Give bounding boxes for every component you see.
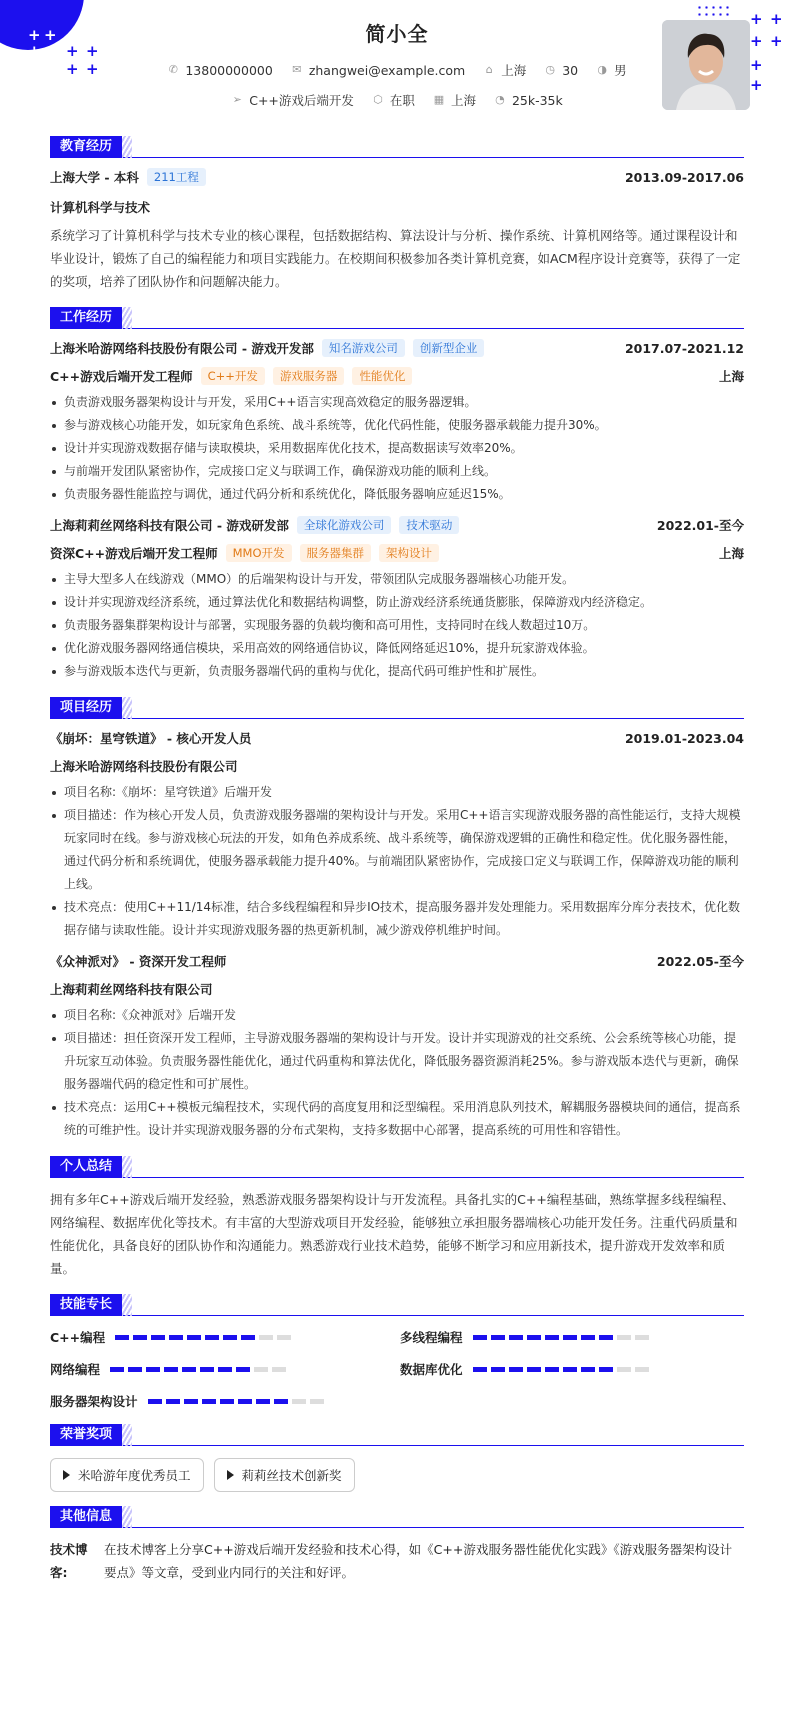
plus-icon: + <box>28 26 41 44</box>
plus-icon: + <box>28 42 41 60</box>
skill-name: C++编程 <box>50 1330 106 1345</box>
skill-name: 多线程编程 <box>400 1330 463 1345</box>
job-target-text: C++游戏后端开发 <box>249 93 354 108</box>
work-item <box>50 339 744 506</box>
email-text: zhangwei@example.com <box>308 62 466 78</box>
work-bullets <box>50 391 744 506</box>
work-section <box>50 307 744 683</box>
status-info <box>372 91 415 109</box>
target-city-text: 上海 <box>450 93 476 108</box>
honor-badge <box>214 1458 355 1492</box>
project-bullets <box>50 781 744 942</box>
position-tag: 游戏服务器 <box>273 367 345 385</box>
bullet-item: 设计并实现游戏经济系统，通过算法优化和数据结构调整，防止游戏经济系统通货膨胀，保障游戏内经济稳定。 <box>50 591 744 614</box>
skill-level-bar <box>115 1335 291 1340</box>
bullet-item: 与前端开发团队紧密协作，完成接口定义与联调工作，确保游戏功能的顺利上线。 <box>50 460 744 483</box>
projects-section <box>50 697 744 1142</box>
plus-icon: + <box>750 76 763 94</box>
plus-icon: + <box>750 56 763 74</box>
salary-icon: ◔ <box>495 93 505 106</box>
salary-info <box>494 91 563 109</box>
company-tag: 全球化游戏公司 <box>297 516 392 534</box>
bullet-item: 项目描述：作为核心开发人员，负责游戏服务器端的架构设计与开发。采用C++语言实现游戏服务器的高性能运行，支持大规模玩家同时在线。参与游戏核心玩法的开发，如角色养成系统、战斗系统等，确保游戏逻辑的正确性和稳定性。优化服务器性能，通过代码分析和系统调优，使服务器承载能力提升40%。与前端团队紧密协作，完成接口定义与联调工作，保障游戏功能的顺利上线。 <box>50 804 744 896</box>
plus-icon: + <box>770 10 783 28</box>
school-name: 上海大学 - 本科 <box>50 170 139 185</box>
status-text: 在职 <box>389 93 415 108</box>
gender-text: 男 <box>614 63 627 78</box>
play-icon <box>63 1470 70 1480</box>
plus-icon: + <box>86 60 99 78</box>
section-header <box>50 1156 744 1178</box>
send-icon: ➢ <box>232 93 242 106</box>
other-text: 在技术博客上分享C++游戏后端开发经验和技术心得，如《C++游戏服务器性能优化实践》《游戏服务器架构设计要点》等文章，受到业内同行的关注和好评。 <box>104 1542 733 1580</box>
skill-item <box>50 1360 400 1378</box>
section-title: 技能专长 <box>50 1294 122 1316</box>
company-tag: 创新型企业 <box>413 339 485 357</box>
resume-header <box>50 0 744 122</box>
honor-label: 米哈游年度优秀员工 <box>78 1468 191 1483</box>
skill-item <box>400 1328 750 1346</box>
project-item <box>50 729 744 942</box>
bullet-item: 负责游戏服务器架构设计与开发，采用C++语言实现高效稳定的服务器逻辑。 <box>50 391 744 414</box>
salary-text: 25k-35k <box>511 92 563 108</box>
phone-icon: ✆ <box>168 63 178 76</box>
honor-label: 莉莉丝技术创新奖 <box>241 1468 342 1483</box>
bullet-item: 技术亮点：使用C++11/14标准，结合多线程编程和异步IO技术，提高服务器并发处理能力。采用数据库分库分表技术，优化数据存储与读取性能。设计并实现游戏服务器的热更新机制，减少游戏停机维护时间。 <box>50 896 744 942</box>
position-tag: 架构设计 <box>379 544 439 562</box>
target-city-info <box>433 91 476 109</box>
position-tag: MMO开发 <box>226 544 292 562</box>
project-name: 《崩坏：星穹铁道》 - 核心开发人员 <box>50 731 252 746</box>
work-item <box>50 516 744 683</box>
honors-list <box>50 1456 744 1492</box>
bullet-item: 设计并实现游戏数据存储与读取模块，采用数据库优化技术，提高数据读写效率20%。 <box>50 437 744 460</box>
skill-name: 服务器架构设计 <box>50 1394 138 1409</box>
company-tag: 知名游戏公司 <box>322 339 405 357</box>
section-title: 教育经历 <box>50 136 122 158</box>
project-company: 上海莉莉丝网络科技有限公司 <box>50 982 213 997</box>
plus-icon: + <box>770 32 783 50</box>
section-header <box>50 1506 744 1528</box>
other-label: 技术博客: <box>50 1542 88 1580</box>
plus-icon: + <box>750 10 763 28</box>
school-tag: 211工程 <box>147 168 206 186</box>
bullet-item: 参与游戏核心功能开发，如玩家角色系统、战斗系统等，优化代码性能，使服务器承载能力提升30%。 <box>50 414 744 437</box>
position-tag: 服务器集群 <box>300 544 372 562</box>
location-icon: ⌂ <box>485 63 493 76</box>
plus-icon: + <box>66 60 79 78</box>
section-header <box>50 697 744 719</box>
honors-section <box>50 1424 744 1492</box>
skill-level-bar <box>110 1367 286 1372</box>
job-info-row <box>50 91 744 109</box>
skill-name: 数据库优化 <box>400 1362 463 1377</box>
plus-icon: + <box>44 42 57 60</box>
project-date: 2019.01-2023.04 <box>624 730 744 746</box>
basic-info-row <box>50 61 744 79</box>
section-header <box>50 1424 744 1446</box>
candidate-name: 简小全 <box>365 22 429 46</box>
skill-level-bar <box>148 1399 324 1404</box>
work-location: 上海 <box>718 546 744 561</box>
honor-badge <box>50 1458 204 1492</box>
bullet-item: 项目名称:《众神派对》后端开发 <box>50 1004 744 1027</box>
project-bullets <box>50 1004 744 1142</box>
bullet-item: 参与游戏版本迭代与更新，负责服务器端代码的重构与优化，提高代码可维护性和扩展性。 <box>50 660 744 683</box>
company-name: 上海莉莉丝网络科技有限公司 - 游戏研发部 <box>50 518 289 533</box>
bullet-item: 项目描述：担任资深开发工程师，主导游戏服务器端的架构设计与开发。设计并实现游戏的社交系统、公会系统等核心功能，提升玩家互动体验。负责服务器性能优化，通过代码重构和算法优化，降低服务器资源消耗25%。参与游戏版本迭代与更新，确保服务器端代码的稳定性和可扩展性。 <box>50 1027 744 1096</box>
bullet-item: 技术亮点：运用C++模板元编程技术，实现代码的高度复用和泛型编程。采用消息队列技术，解耦服务器模块间的通信，提高系统的可维护性。设计并实现游戏服务器的分布式架构，支持多数据中心部署，提高系统的可用性和容错性。 <box>50 1096 744 1142</box>
plus-icon: + <box>86 42 99 60</box>
other-item <box>50 1538 744 1584</box>
company-name: 上海米哈游网络科技股份有限公司 - 游戏开发部 <box>50 341 314 356</box>
other-section <box>50 1506 744 1584</box>
gender-icon: ◑ <box>597 63 607 76</box>
skill-level-bar <box>473 1367 649 1372</box>
skill-item <box>50 1392 400 1410</box>
education-row <box>50 168 744 186</box>
avatar-photo <box>662 20 750 110</box>
city-text: 上海 <box>501 63 527 78</box>
job-target-info <box>231 91 354 109</box>
project-date: 2022.05-至今 <box>656 954 744 969</box>
status-icon: ⬡ <box>373 93 383 106</box>
age-icon: ◷ <box>545 63 556 76</box>
skill-level-bar <box>473 1335 649 1340</box>
age-info <box>544 61 578 79</box>
skill-item <box>400 1360 750 1378</box>
bullet-item: 负责服务器性能监控与调优，通过代码分析和系统优化，降低服务器响应延迟15%。 <box>50 483 744 506</box>
bullet-item: 优化游戏服务器网络通信模块，采用高效的网络通信协议，降低网络延迟10%，提升玩家游戏体验。 <box>50 637 744 660</box>
phone-info <box>167 61 272 79</box>
gender-info <box>596 61 627 79</box>
project-item <box>50 952 744 1142</box>
skills-grid <box>50 1326 744 1410</box>
section-header <box>50 307 744 329</box>
plus-icon: + <box>750 32 763 50</box>
company-tag: 技术驱动 <box>399 516 459 534</box>
summary-text: 拥有多年C++游戏后端开发经验，熟悉游戏服务器架构设计与开发流程。具备扎实的C++编程基础，熟练掌握多线程编程、网络编程、数据库优化等技术。有丰富的大型游戏项目开发经验，能够独立承担服务器端核心功能开发任务。注重代码质量和性能优化，具备良好的团队协作和沟通能力。熟悉游戏行业技术趋势，能够不断学习和应用新技术，提升游戏开发效率和质量。 <box>50 1192 738 1276</box>
position-tag: 性能优化 <box>352 367 412 385</box>
section-header <box>50 1294 744 1316</box>
skills-section <box>50 1294 744 1410</box>
work-date: 2017.07-2021.12 <box>624 340 744 356</box>
section-header <box>50 136 744 158</box>
major: 计算机科学与技术 <box>50 200 151 215</box>
education-description: 系统学习了计算机科学与技术专业的核心课程，包括数据结构、算法设计与分析、操作系统、计算机网络等。通过课程设计和毕业设计，锻炼了自己的编程能力和项目实践能力。在校期间积极参加各类计算机竞赛，如ACM程序设计竞赛等，获得了一定的奖项，培养了团队协作和问题解决能力。 <box>50 228 741 289</box>
position-tag: C++开发 <box>201 367 265 385</box>
project-name: 《众神派对》 - 资深开发工程师 <box>50 954 227 969</box>
building-icon: ▦ <box>433 93 445 106</box>
section-title: 项目经历 <box>50 697 122 719</box>
play-icon <box>227 1470 234 1480</box>
position-name: 资深C++游戏后端开发工程师 <box>50 546 218 561</box>
bullet-item: 负责服务器集群架构设计与部署，实现服务器的负载均衡和高可用性，支持同时在线人数超过10万。 <box>50 614 744 637</box>
summary-section <box>50 1156 744 1280</box>
mail-icon: ✉ <box>292 63 302 76</box>
work-bullets <box>50 568 744 683</box>
skill-name: 网络编程 <box>50 1362 101 1377</box>
phone-text: 13800000000 <box>185 62 273 78</box>
section-title: 个人总结 <box>50 1156 122 1178</box>
position-name: C++游戏后端开发工程师 <box>50 369 193 384</box>
bullet-item: 主导大型多人在线游戏（MMO）的后端架构设计与开发，带领团队完成服务器端核心功能开发。 <box>50 568 744 591</box>
project-company: 上海米哈游网络科技股份有限公司 <box>50 759 238 774</box>
city-info <box>483 61 526 79</box>
section-title: 荣誉奖项 <box>50 1424 122 1446</box>
education-date: 2013.09-2017.06 <box>624 169 744 185</box>
age-text: 30 <box>562 62 579 78</box>
plus-icon: + <box>66 42 79 60</box>
work-date: 2022.01-至今 <box>656 518 744 533</box>
section-title: 其他信息 <box>50 1506 122 1528</box>
work-location: 上海 <box>718 369 744 384</box>
education-section <box>50 136 744 293</box>
skill-item <box>50 1328 400 1346</box>
email-info <box>291 61 465 79</box>
bullet-item: 项目名称:《崩坏：星穹铁道》后端开发 <box>50 781 744 804</box>
plus-icon: + <box>44 26 57 44</box>
section-title: 工作经历 <box>50 307 122 329</box>
